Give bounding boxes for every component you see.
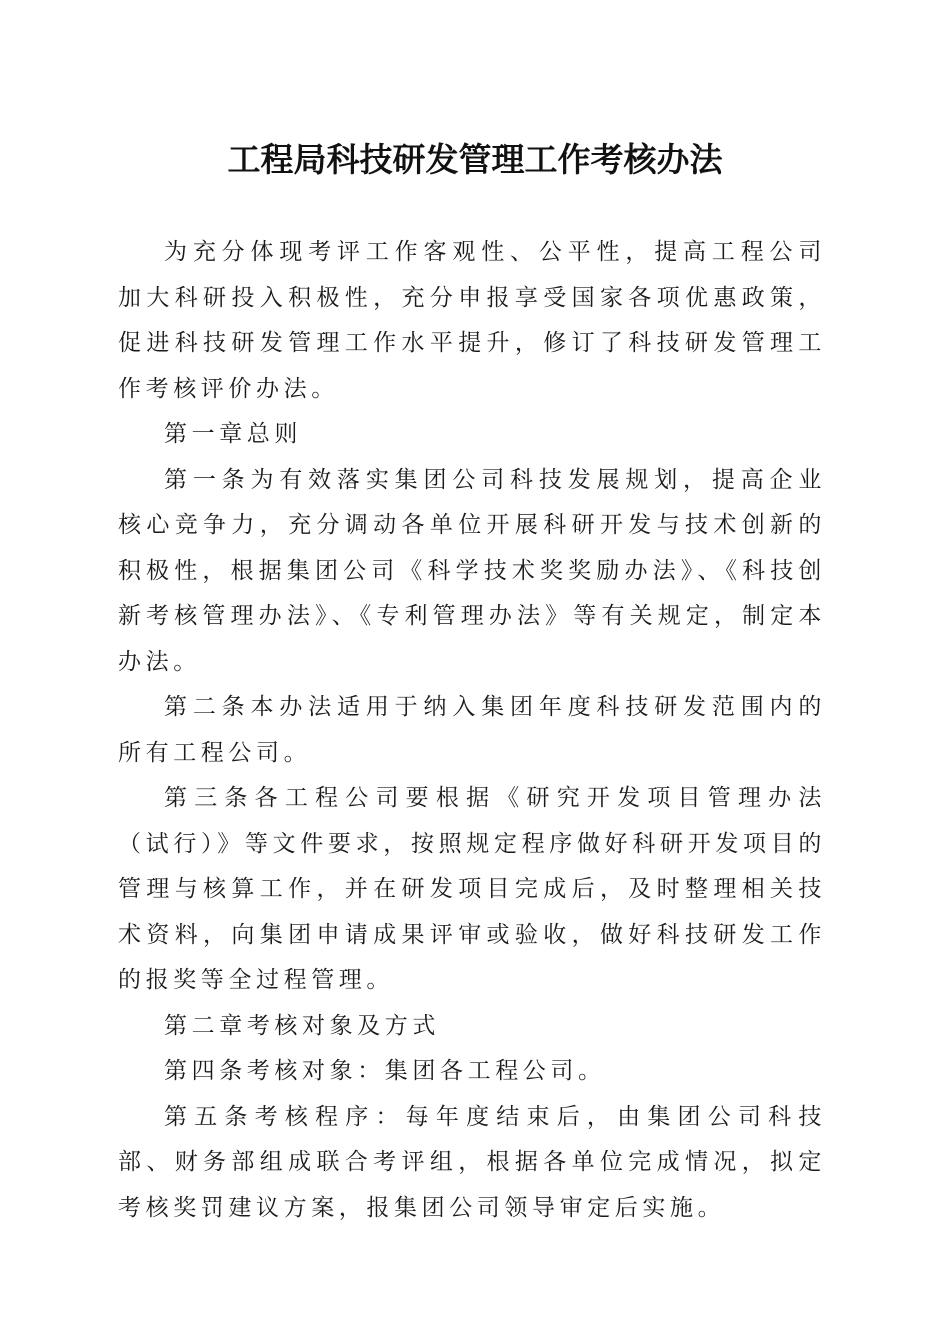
document-title: 工程局科技研发管理工作考核办法: [227, 140, 723, 179]
paragraph-intro: 为充分体现考评工作客观性、公平性，提高工程公司加大科研投入积极性，充分申报享受国家各项优惠政策，促进科技研发管理工作水平提升，修订了科技研发管理工作考核评价办法。: [118, 239, 826, 402]
article-1: 第一条为有效落实集团公司科技发展规划，提高企业核心竞争力，充分调动各单位开展科研开发与技术创新的积极性，根据集团公司《科学技术奖奖励办法》、《科技创新考核管理办法》、《专利管理办法》等有关规定，制定本办法。: [118, 466, 826, 675]
article-3: 第三条各工程公司要根据《研究开发项目管理办法（试行）》等文件要求，按照规定程序做好科研开发项目的管理与核算工作，并在研发项目完成后，及时整理相关技术资料，向集团申请成果评审或验收，做好科技研发工作的报奖等全过程管理。: [118, 785, 826, 993]
article-4: 第四条考核对象：集团各工程公司。: [164, 1058, 606, 1084]
document-body: [118, 230, 826, 1231]
chapter-1-heading: 第一章总则: [164, 421, 302, 447]
chapter-2-heading: 第二章考核对象及方式: [164, 1012, 440, 1039]
article-2: 第二条本办法适用于纳入集团年度科技研发范围内的所有工程公司。: [118, 694, 826, 766]
article-5: 第五条考核程序：每年度结束后，由集团公司科技部、财务部组成联合考评组，根据各单位完成情况，拟定考核奖罚建议方案，报集团公司领导审定后实施。: [118, 1103, 826, 1221]
